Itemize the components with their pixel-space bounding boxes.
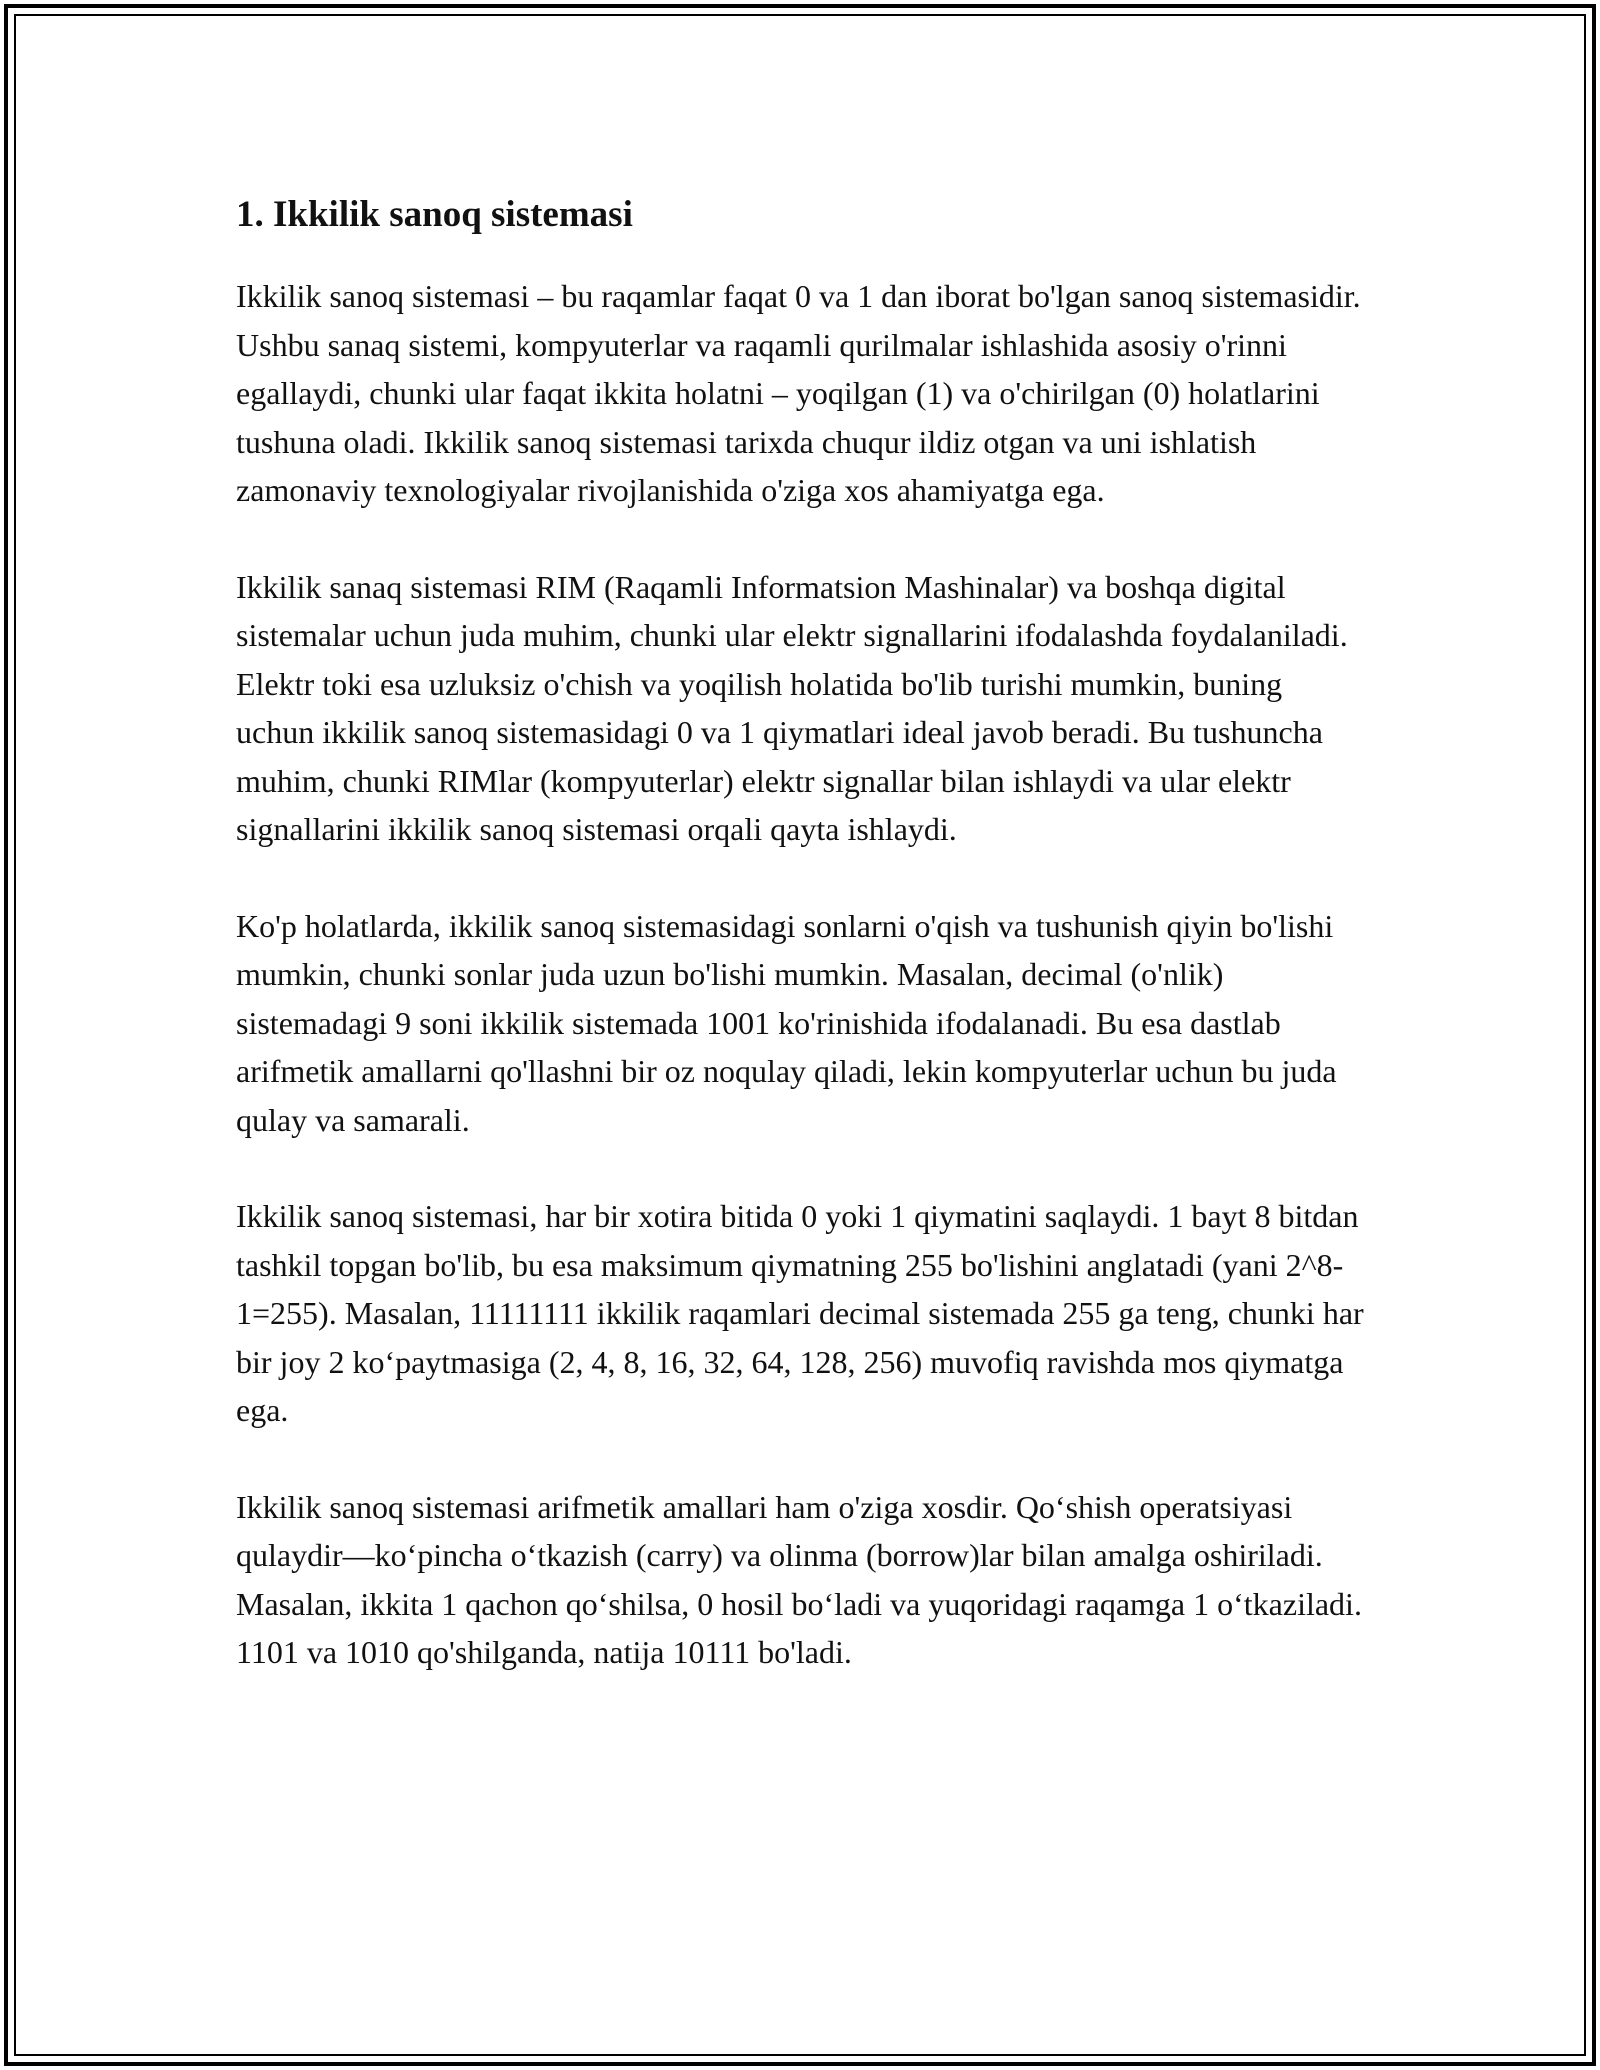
document-body <box>236 186 1366 1725</box>
paragraph-electric-signals: Ikkilik sanaq sistemasi RIM (Raqamli Informatsion Mashinalar) va boshqa digital sistemalar uchun juda muhim, chunki ular elektr signallarini ifodalashda foydalaniladi. Elektr toki esa uzluksiz o'chish va yoqilish holatida bo'lib turishi mumkin, buning uchun ikkilik sanoq sistemasidagi 0 va 1 qiymatlari ideal javob beradi. Bu tushuncha muhim, chunki RIMlar (kompyuterlar) elektr signallar bilan ishlaydi va ular elektr signallarini ikkilik sanoq sistemasi orqali qayta ishlaydi. <box>236 568 1348 847</box>
section-heading: 1. Ikkilik sanoq sistemasi <box>236 194 633 235</box>
paragraph-memory-bits: Ikkilik sanoq sistemasi, har bir xotira bitida 0 yoki 1 qiymatini saqlaydi. 1 bayt 8 bitdan tashkil topgan bo'lib, bu esa maksimum qiymatning 255 bo'lishini anglatadi (yani 2^8-1=255). Masalan, 11111111 ikkilik raqamlari decimal sistemada 255 ga teng, chunki har bir joy 2 ko‘paytmasiga (2, 4, 8, 16, 32, 64, 128, 256) muvofiq ravishda mos qiymatga ega. <box>236 1198 1364 1428</box>
paragraph-intro: Ikkilik sanoq sistemasi – bu raqamlar faqat 0 va 1 dan iborat bo'lgan sanoq sistemasidir. Ushbu sanaq sistemi, kompyuterlar va raqamli qurilmalar ishlashida asosiy o'rinni egallaydi, chunki ular faqat ikkita holatni – yoqilgan (1) va o'chirilgan (0) holatlarini tushuna oladi. Ikkilik sanoq sistemasi tarixda chuqur ildiz otgan va uni ishlatish zamonaviy texnologiyalar rivojlanishida o'ziga xos ahamiyatga ega. <box>236 278 1361 508</box>
paragraph-readability: Ko'p holatlarda, ikkilik sanoq sistemasidagi sonlarni o'qish va tushunish qiyin bo'lishi mumkin, chunki sonlar juda uzun bo'lishi mumkin. Masalan, decimal (o'nlik) sistemadagi 9 soni ikkilik sistemada 1001 ko'rinishida ifodalanadi. Bu esa dastlab arifmetik amallarni qo'llashni bir oz noqulay qiladi, lekin kompyuterlar uchun bu juda qulay va samarali. <box>236 907 1337 1138</box>
paragraph-arithmetic: Ikkilik sanoq sistemasi arifmetik amallari ham o'ziga xosdir. Qo‘shish operatsiyasi qulaydir—ko‘pincha o‘tkazish (carry) va olinma (borrow)lar bilan amalga oshiriladi. Masalan, ikkita 1 qachon qo‘shilsa, 0 hosil bo‘ladi va yuqoridagi raqamga 1 o‘tkaziladi. 1101 va 1010 qo'shilganda, natija 10111 bo'ladi. <box>236 1488 1362 1670</box>
